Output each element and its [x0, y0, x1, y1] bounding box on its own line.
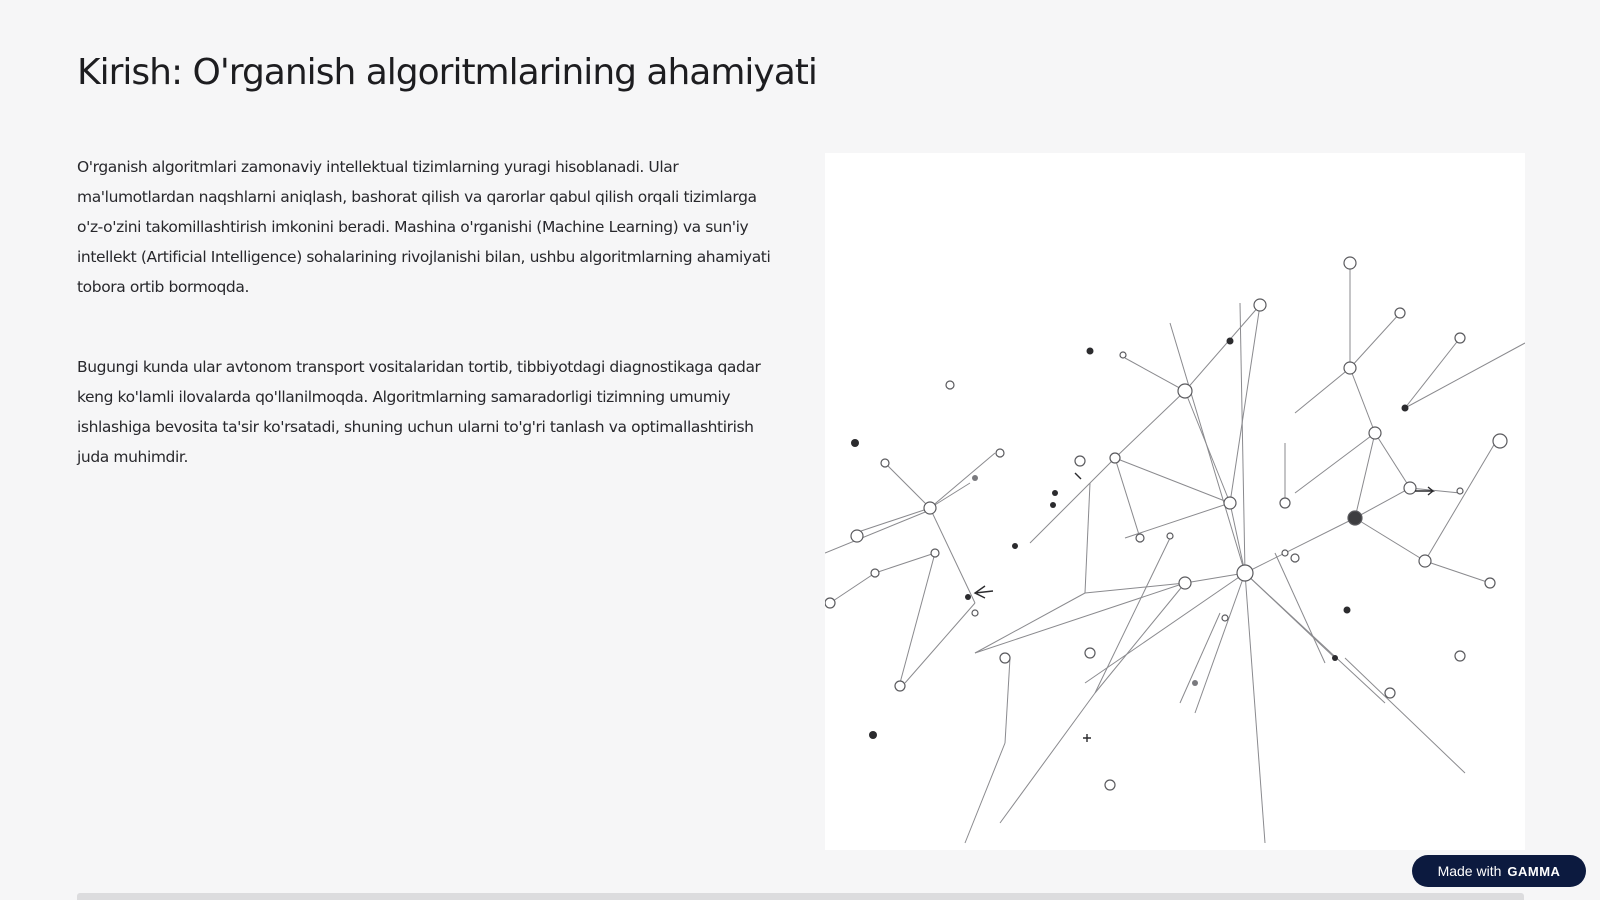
- slide-title: Kirish: O'rganish algoritmlarining ahamiyati: [77, 52, 817, 93]
- network-graph-image: [825, 153, 1525, 850]
- paragraph-intro: O'rganish algoritmlari zamonaviy intellektual tizimlarning yuragi hisoblanadi. Ular ma'lumotlardan naqshlarni aniqlash, bashorat qilish va qarorlar qabul qilish orqali tizimlarga o'z-o'zini takomillashtirish imkonini beradi. Mashina o'rganishi (Machine Learning) va sun'iy intellekt (Artificial Intelligence) sohalarining rivojlanishi bilan, ushbu algoritmlarning ahamiyati tobora ortib bormoqda.: [77, 158, 771, 296]
- progress-bar: [77, 893, 1524, 900]
- made-with-gamma-badge[interactable]: [1412, 855, 1586, 887]
- badge-prefix: Made with: [1437, 863, 1502, 879]
- network-illustration: [825, 153, 1525, 850]
- paragraph-applications: Bugungi kunda ular avtonom transport vositalaridan tortib, tibbiyotdagi diagnostikaga qadar keng ko'lamli ilovalarda qo'llanilmoqda. Algoritmlarning samaradorligi tizimning umumiy ishlashiga bevosita ta'sir ko'rsatadi, shuning uchun ularni to'g'ri tanlash va optimallashtirish juda muhimdir.: [77, 358, 761, 466]
- slide-body: [77, 152, 777, 522]
- gamma-logo: GAMMA: [1507, 863, 1561, 879]
